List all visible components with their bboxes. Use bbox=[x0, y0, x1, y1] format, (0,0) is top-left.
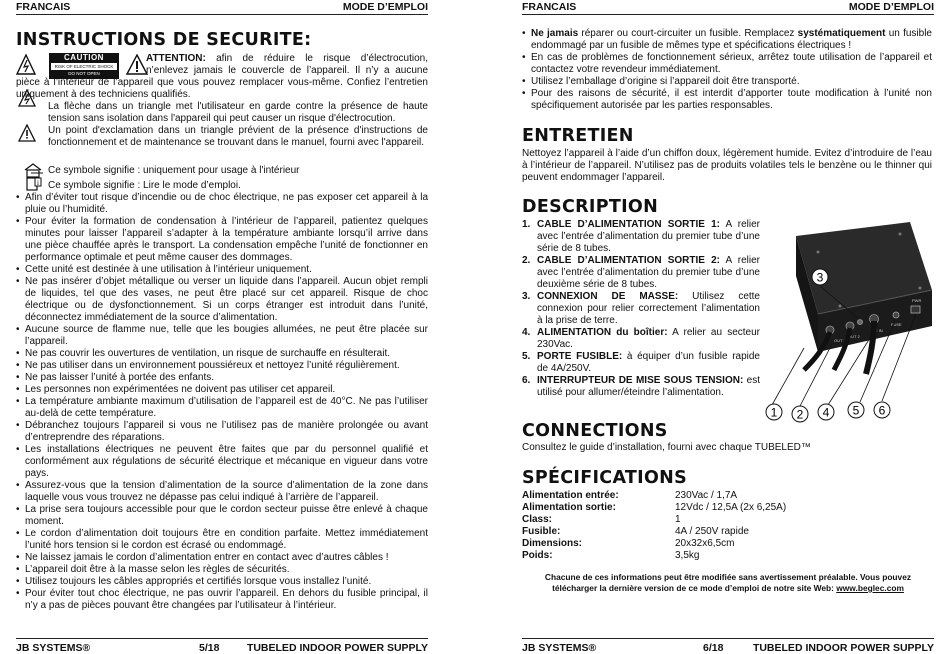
caution-label-title: CAUTION bbox=[64, 53, 104, 62]
list-item: • Ne pas insérer d’objet métallique ou verser un liquide dans l’appareil. Aucun objet rempli de liquides, tel que des vases, ne peut être placé sur cet appareil. Risque de choc électrique ou de dysfonctionnement. Si un corps étranger est introduit dans l’unité, déconnectez immédiatement de la source d’alimentation. bbox=[16, 276, 428, 324]
right-page bbox=[522, 0, 934, 654]
item-text: A relier avec l’entrée d’alimentation du premier tube d’une série de 8 tubes. bbox=[537, 219, 760, 254]
power-supply-illustration bbox=[760, 218, 934, 424]
callout-5: 5 bbox=[852, 403, 860, 418]
list-item: • Le cordon d’alimentation doit toujours être en condition parfaite. Mettez immédiatement l’unité hors tension si le cordon est écrasé ou endommagé. bbox=[16, 528, 428, 552]
caution-label-donotopen: DO NOT OPEN bbox=[68, 71, 100, 76]
list-item: • Aucune source de flamme nue, telle que les bougies allumées, ne peut être placée sur l’appareil. bbox=[16, 324, 428, 348]
entretien-title: ENTRETIEN bbox=[522, 126, 634, 146]
list-item: • La température ambiante maximum d’utilisation de l’appareil est de 40°C. Ne pas l’utiliser au-delà de cette température. bbox=[16, 396, 428, 420]
footer-product: TUBELED INDOOR POWER SUPPLY bbox=[246, 642, 428, 654]
bold-text: systématiquement bbox=[797, 28, 886, 39]
attention-text: afin de réduire le risque d’électrocution, n’enlevez jamais le couvercle de l’appareil. Il n’y a aucune pièce à l’intérieur de l’appareil que vous pouvez remplacer vous-même. Confiez l’entretien uniquement à des techniciens qualifiés. bbox=[16, 53, 428, 100]
header-language: FRANCAIS bbox=[522, 1, 577, 13]
item-text: A relier au secteur 230Vac. bbox=[537, 327, 760, 350]
footer-page-number: 6/18 bbox=[703, 642, 724, 654]
list-item bbox=[522, 28, 932, 52]
item-text: Utilisez cette connexion pour relier correctement l’alimentation à la prise de terre. bbox=[537, 291, 760, 326]
indoor-symbol-text: Ce symbole signifie : uniquement pour usage à l'intérieur bbox=[48, 165, 300, 176]
attention-label: ATTENTION: bbox=[146, 53, 206, 64]
page-header bbox=[16, 0, 428, 15]
website-link[interactable]: www.beglec.com bbox=[836, 583, 904, 593]
item-key: ALIMENTATION du boîtier: bbox=[537, 327, 668, 338]
list-item-text: un fusible endommagé par un fusible de mêmes type et spécifications électriques ! bbox=[531, 28, 932, 51]
top-bullet-list bbox=[522, 28, 932, 112]
callout-2: 2 bbox=[796, 407, 804, 422]
callout-4: 4 bbox=[822, 405, 830, 420]
page-header bbox=[522, 0, 934, 15]
list-item bbox=[522, 255, 760, 291]
spec-key: Fusible: bbox=[522, 526, 561, 537]
connections-title: CONNECTIONS bbox=[522, 421, 668, 441]
header-language: FRANCAIS bbox=[16, 1, 71, 13]
lightning-triangle-icon bbox=[18, 89, 36, 107]
exclamation-explanation bbox=[16, 125, 428, 149]
spec-key: Dimensions: bbox=[522, 538, 583, 549]
spec-key: Alimentation sortie: bbox=[522, 502, 616, 513]
header-section: MODE D’EMPLOI bbox=[848, 1, 934, 13]
item-text: A relier avec l’entrée d’alimentation du premier tube d’une deuxième série de 8 tubes. bbox=[537, 255, 760, 290]
list-item: • Ne pas laisser l’unité à portée des enfants. bbox=[16, 372, 428, 384]
description-list bbox=[522, 219, 760, 399]
list-item bbox=[522, 351, 760, 375]
label-ac: AC IN bbox=[872, 328, 883, 333]
list-item: • Les personnes non expérimentées ne doivent pas utiliser cet appareil. bbox=[16, 384, 428, 396]
list-item: • Pour des raisons de sécurité, il est interdit d’apporter toute modification à l’unité non spécifiquement autorisée par les parties responsables. bbox=[522, 88, 932, 112]
list-item-text: réparer ou court-circuiter un fusible. Remplacez bbox=[578, 28, 798, 39]
list-item: • Utilisez l’emballage d’origine si l’appareil doit être transporté. bbox=[522, 76, 932, 88]
list-item bbox=[522, 327, 760, 351]
label-pwr: PWR bbox=[912, 298, 922, 303]
list-item: • Cette unité est destinée à une utilisation à l’intérieur uniquement. bbox=[16, 264, 428, 276]
entretien-text: Nettoyez l’appareil à l’aide d’un chiffon doux, légèrement humide. Evitez d’introduire de l’eau à l’intérieur de l’appareil. N’utilisez pas de produits volatiles tels le benzène ou le thinner qui peuvent endommager l’appareil. bbox=[522, 148, 932, 183]
item-number: 5. bbox=[522, 351, 531, 362]
item-key: INTERRUPTEUR DE MISE SOUS TENSION: bbox=[537, 375, 744, 386]
callout-6: 6 bbox=[878, 403, 886, 418]
spec-value: 4A / 250V rapide bbox=[675, 526, 749, 537]
footer-product: TUBELED INDOOR POWER SUPPLY bbox=[752, 642, 934, 654]
description-title: DESCRIPTION bbox=[522, 197, 659, 217]
disclaimer-line2 bbox=[522, 583, 934, 594]
item-text: à équiper d’un fusible rapide de 4A/250V. bbox=[537, 351, 760, 374]
list-item: • Les installations électriques ne peuvent être faites que par du personnel qualifié et conformément aux régulations de sécurité électrique et mécanique en vigueur dans votre pays. bbox=[16, 444, 428, 480]
list-item: • Pour éviter tout choc électrique, ne pas ouvrir l’appareil. En dehors du fusible principal, il n’y a pas de pièces pouvant être changées par l’utilisateur à l’intérieur. bbox=[16, 588, 428, 612]
list-item: • Utilisez toujours les câbles appropriés et certifiés lorsque vous installez l’unité. bbox=[16, 576, 428, 588]
disclaimer-line2-text: télécharger la dernière version de ce mode d’emploi de notre site Web: bbox=[552, 583, 837, 593]
footer-brand: JB SYSTEMS® bbox=[16, 642, 91, 654]
flash-explanation: La flèche dans un triangle met l'utilisateur en garde contre la présence de haute tension sans isolation dans l'appareil qui peut causer un risque d'électrocution. bbox=[48, 101, 428, 124]
footer-page-number: 5/18 bbox=[199, 642, 220, 654]
callout-3: 3 bbox=[816, 270, 824, 285]
spec-row bbox=[522, 550, 932, 562]
exclamation-explanation-text: Un point d'exclamation dans un triangle prévient de la présence d'instructions de fonctionnement et de maintenance se trouvant dans le manuel, fourni avec l'appareil. bbox=[48, 125, 428, 148]
spec-row bbox=[522, 514, 932, 526]
list-item: • Ne laissez jamais le cordon d’alimentation entrer en contact avec d’autres câbles ! bbox=[16, 552, 428, 564]
svg-text:i: i bbox=[37, 179, 39, 187]
item-number: 6. bbox=[522, 375, 531, 386]
left-page bbox=[16, 0, 428, 654]
item-key: PORTE FUSIBLE: bbox=[537, 351, 623, 362]
spec-key: Class: bbox=[522, 514, 553, 525]
item-number: 1. bbox=[522, 219, 531, 230]
safety-title: INSTRUCTIONS DE SECURITE: bbox=[16, 30, 312, 50]
item-key: CONNEXION DE MASSE: bbox=[537, 291, 679, 302]
list-item: • Assurez-vous que la tension d’alimentation de la source d’alimentation de la zone dans laquelle vous vous trouvez ne dépasse pas celui indiqué à l’arrière de l’appareil. bbox=[16, 480, 428, 504]
attention-paragraph bbox=[16, 53, 428, 101]
header-section: MODE D’EMPLOI bbox=[342, 1, 428, 13]
list-item: • Débranchez toujours l’appareil si vous ne l’utilisez pas de manière prolongée ou avant d’entreprendre des réparations. bbox=[16, 420, 428, 444]
spec-row bbox=[522, 490, 932, 502]
caution-label-risk: RISK OF ELECTRIC SHOCK bbox=[51, 63, 117, 70]
item-number: 2. bbox=[522, 255, 531, 266]
spec-value: 3,5kg bbox=[675, 550, 700, 561]
manual-symbol-text: Ce symbole signifie : Lire le mode d’emploi. bbox=[48, 180, 241, 191]
spec-value: 20x32x6,5cm bbox=[675, 538, 735, 549]
safety-bullet-list bbox=[16, 192, 428, 612]
list-item: • Ne pas couvrir les ouvertures de ventilation, un risque de surchauffe en résulterait. bbox=[16, 348, 428, 360]
spec-value: 12Vdc / 12,5A (2x 6,25A) bbox=[675, 502, 787, 513]
list-item bbox=[522, 291, 760, 327]
disclaimer-line1: Chacune de ces informations peut être modifiée sans avertissement préalable. Vous pouvez bbox=[544, 572, 912, 582]
item-key: CABLE D’ALIMENTATION SORTIE 1: bbox=[537, 219, 720, 230]
spec-row bbox=[522, 526, 932, 538]
label-out2: OUT 2 bbox=[848, 334, 860, 339]
spec-row bbox=[522, 502, 932, 514]
spec-value: 230Vac / 1,7A bbox=[675, 490, 738, 501]
spec-key: Alimentation entrée: bbox=[522, 490, 619, 501]
item-number: 4. bbox=[522, 327, 531, 338]
item-key: CABLE D’ALIMENTATION SORTIE 2: bbox=[537, 255, 720, 266]
specifications-title: SPÉCIFICATIONS bbox=[522, 468, 688, 488]
read-manual-icon bbox=[25, 176, 43, 192]
header-rule bbox=[522, 14, 934, 15]
label-out1: OUT 1 bbox=[834, 338, 846, 343]
list-item: • En cas de problèmes de fonctionnement sérieux, arrêtez toute utilisation de l’appareil et contactez votre revendeur immédiatement. bbox=[522, 52, 932, 76]
footer-rule bbox=[16, 638, 428, 639]
list-item bbox=[522, 219, 760, 255]
footer-rule bbox=[522, 638, 934, 639]
list-item: • Afin d’éviter tout risque d’incendie ou de choc électrique, ne pas exposer cet appareil à la pluie ou l’humidité. bbox=[16, 192, 428, 216]
connections-text: Consultez le guide d’installation, fourni avec chaque TUBELED™ bbox=[522, 442, 811, 453]
specifications-table bbox=[522, 490, 932, 562]
list-item: • La prise sera toujours accessible pour que le cordon secteur puisse être enlevé à chaque moment. bbox=[16, 504, 428, 528]
label-fuse: FUSE bbox=[891, 322, 902, 327]
spec-row bbox=[522, 538, 932, 550]
list-item: • Pour éviter la formation de condensation à l’intérieur de l’appareil, patientez quelques minutes pour laisser l’appareil s’adapter à la température ambiante lorsqu’il arrive dans une pièce chauffée après le transport. La condensation empêche l’unité de fonctionner en performance optimale et peut même causer des dommages. bbox=[16, 216, 428, 264]
list-item: • Ne pas utiliser dans un environnement poussiéreux et nettoyez l’unité régulièrement. bbox=[16, 360, 428, 372]
header-rule bbox=[16, 14, 428, 15]
spec-value: 1 bbox=[675, 514, 681, 525]
spec-key: Poids: bbox=[522, 550, 553, 561]
list-item: • L’appareil doit être à la masse selon les règles de sécurités. bbox=[16, 564, 428, 576]
callout-1: 1 bbox=[770, 405, 778, 420]
disclaimer-note bbox=[522, 572, 934, 594]
item-text: est utilisé pour allumer/éteindre l’alimentation. bbox=[537, 375, 760, 398]
list-item bbox=[522, 375, 760, 399]
footer-brand: JB SYSTEMS® bbox=[522, 642, 597, 654]
item-number: 3. bbox=[522, 291, 531, 302]
bold-text: Ne jamais bbox=[531, 28, 579, 39]
